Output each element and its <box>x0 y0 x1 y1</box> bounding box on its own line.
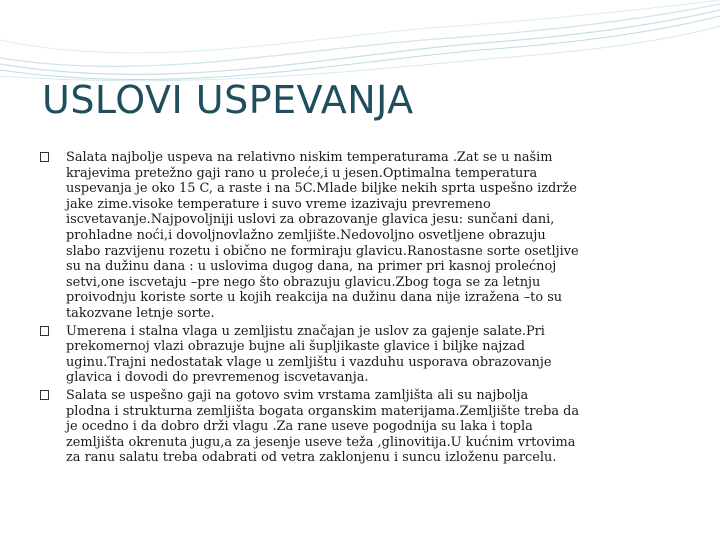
text-line: za ranu salatu treba odabrati od vetra zaklonjenu i suncu izloženu parcelu. <box>66 450 557 466</box>
text-line: su na dužinu dana : u uslovima dugog dana, na primer pri kasnoj prolećnoj <box>66 259 557 275</box>
text-line: glavica i dovodi do prevremenog iscvetavanja. <box>66 370 369 386</box>
bullet-box-icon <box>40 152 49 162</box>
text-line: Salata se uspešno gaji na gotovo svim vrstama zamljišta ali su najbolja <box>66 387 529 403</box>
slide-title: USLOVI USPEVANJA <box>42 78 414 122</box>
bullet-box-icon <box>40 390 49 400</box>
bullet-box-icon <box>40 326 49 336</box>
slide-body <box>38 150 678 468</box>
text-line: slabo razvijenu rozetu i obično ne formiraju glavicu.Ranostasne sorte osetljive <box>66 243 579 259</box>
text-line: uginu.Trajni nedostatak vlage u zemljištu i vazduhu usporava obrazovanje <box>66 354 552 370</box>
text-line: prohladne noći,i dovoljnovlažno zemljište.Nedovoljno osvetljene obrazuju <box>66 227 546 243</box>
text-line: Umerena i stalna vlaga u zemljistu značajan je uslov za gajenje salate.Pri <box>66 323 545 339</box>
bullet-paragraph <box>38 388 678 466</box>
text-line: prekomernoj vlazi obrazuje bujne ali šupljikaste glavice i biljke najzad <box>66 339 525 355</box>
text-line: zemljišta okrenuta jugu,a za jesenje useve teža ,glinovitija.U kućnim vrtovima <box>66 434 576 450</box>
text-line: iscvetavanje.Najpovoljniji uslovi za obrazovanje glavica jesu: sunčani dani, <box>66 212 555 228</box>
text-line: jake zime.visoke temperature i suvo vreme izazivaju prevremeno <box>66 196 491 212</box>
text-line: takozvane letnje sorte. <box>66 305 215 321</box>
text-line: proivodnju koriste sorte u kojih reakcija na dužinu dana nije izražena –to su <box>66 290 563 306</box>
text-line: uspevanja je oko 15 C, a raste i na 5C.Mlade biljke nekih sprta uspešno izdrže <box>66 181 577 197</box>
text-line: plodna i strukturna zemljišta bogata organskim materijama.Zemljište treba da <box>66 403 580 419</box>
text-line: krajevima pretežno gaji rano u proleće,i u jesen.Optimalna temperatura <box>66 165 538 181</box>
text-line: je ocedno i da dobro drži vlagu .Za rane useve pogodnija su laka i topla <box>66 419 533 435</box>
bullet-paragraph <box>38 150 678 322</box>
text-line: setvi,one iscvetaju –pre nego što obrazuju glavicu.Zbog toga se za letnju <box>66 274 541 290</box>
text-line: Salata najbolje uspeva na relativno niskim temperaturama .Zat se u našim <box>66 150 553 165</box>
bullet-paragraph <box>38 324 678 386</box>
